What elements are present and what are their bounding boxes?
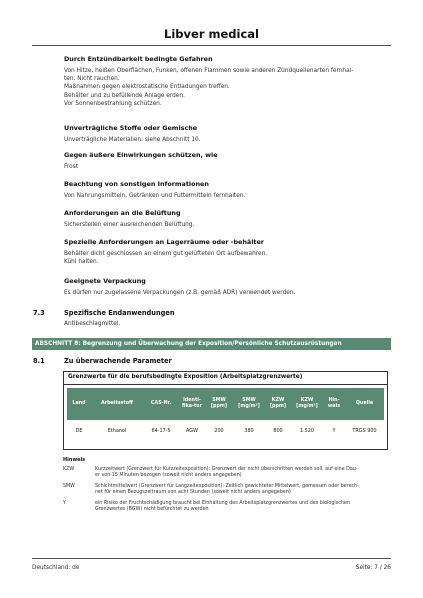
cell-kzw-ppm: 800	[273, 428, 283, 434]
block-line: Es dürfen nur zugelassene Verpackungen (z.B. gemäß ADR) verwendet werden.	[64, 290, 296, 296]
column-header-note: Hin-weis	[327, 398, 341, 409]
block-line: Behälter dicht geschlossen an einem gut gelüfteten Ort aufbewahren.	[64, 251, 268, 257]
footer-divider	[32, 558, 391, 559]
footer-country: Deutschland: de	[32, 565, 80, 571]
section-7-3-text: Antibeschlagmittel.	[64, 321, 121, 327]
table-title-divider	[64, 384, 387, 385]
note-text-smw	[95, 484, 390, 497]
column-header-smw-mg: SMW [mg/m³]	[238, 398, 260, 409]
note-abbr-kzw: KZW	[63, 467, 75, 472]
note-line: er von 15 Minuten bezogen (soweit nicht anders angegeben)	[95, 473, 242, 479]
cell-note: Y	[332, 428, 336, 434]
cell-kzw-mg: 1.520	[299, 428, 314, 434]
block-heading: Unverträgliche Stoffe oder Gemische	[64, 124, 198, 132]
footer-page-number: Seite: 7 / 26	[355, 565, 391, 571]
section-7-3-title: Spezifische Endanwendungen	[64, 309, 175, 317]
other-information-block	[64, 180, 394, 200]
cell-land: DE	[75, 428, 83, 434]
note-line: Kurzzeitwert (Grenzwert für Kurzzeitexposition): Grenzwert der nicht überschritten werden soll, auf eine Dau-	[95, 467, 358, 472]
table-title: Grenzwerte für die berufsbedingte Exposition (Arbeitsplatzgrenzwerte)	[68, 374, 303, 380]
column-header-kzw-ppm: KZW [ppm]	[269, 398, 287, 409]
cell-source: TRGS 900	[352, 428, 377, 434]
block-line: Frost	[64, 164, 79, 170]
cell-substance: Ethanol	[107, 428, 127, 434]
block-heading: Gegen äußere Einwirkungen schützen, wie	[64, 151, 218, 159]
column-header-source: Quelle	[355, 401, 374, 407]
section-8-1-title: Zu überwachende Parameter	[64, 357, 172, 365]
block-heading: Beachtung von sonstigen Informationen	[64, 180, 209, 188]
column-header-substance: Arbeitsstoff	[101, 401, 133, 407]
block-line: Behälter und zu befüllende Anlage erden.	[64, 92, 185, 99]
block-line: Von Nahrungsmitteln, Getränken und Futtermitteln fernhalten.	[64, 193, 246, 199]
cell-cas: 64-17-5	[151, 428, 171, 434]
block-line: Maßnahmen gegen elektrostatische Entladungen treffen.	[64, 84, 230, 91]
column-header-land: Land	[72, 401, 86, 407]
block-line: Kühl halten.	[64, 259, 99, 266]
page-title: Libver medical	[164, 27, 259, 41]
note-text-kzw	[95, 467, 390, 480]
exposure-limits-table	[63, 371, 388, 450]
notes-heading: Hinweis	[63, 457, 86, 463]
cell-identifier: AGW	[186, 428, 198, 434]
storage-requirements-block	[64, 238, 394, 266]
note-abbr-smw: SMW	[63, 484, 75, 489]
note-line: net für einen Bezugszeitraum von acht Stunden (soweit nicht anders angegeben)	[95, 490, 291, 496]
block-heading: Geeignete Verpackung	[64, 277, 146, 285]
section-8-banner: ABSCHNITT 8: Begrenzung und Überwachung der Exposition/Persönliche Schutzausrüstungen	[32, 338, 391, 350]
external-influences-block	[64, 151, 394, 171]
block-line: Vor Sonnenbestrahlung schützen.	[64, 100, 162, 107]
section-7-3-number: 7.3	[33, 309, 45, 317]
table-header-row	[67, 388, 384, 420]
header-divider	[32, 45, 391, 46]
note-line: Grenzwertes (BGW) nicht befürchtet zu werden	[95, 507, 209, 513]
block-line: Sicherstellen einer ausreichenden Belüftung.	[64, 222, 195, 228]
note-line: ein Risiko der Fruchtschädigung braucht bei Einhaltung des Arbeitsplatzgrenzwertes und des biologischen	[95, 501, 350, 506]
hazard-flammability-block	[64, 55, 394, 108]
note-text-y	[95, 501, 390, 514]
column-header-cas: CAS-Nr.	[150, 401, 172, 407]
block-heading: Anforderungen an die Belüftung	[64, 209, 181, 217]
column-header-kzw-mg: KZW [mg/m³]	[296, 398, 318, 409]
note-abbr-y: Y	[63, 501, 66, 506]
packaging-block	[64, 277, 394, 297]
note-line: Schichtmittelwert (Grenzwert für Langzeitexposition): Zeitlich gewichteter Mittelwert, gemessen oder berech-	[95, 484, 359, 489]
column-header-smw-ppm: SMW [ppm]	[210, 398, 228, 409]
block-heading: Durch Entzündbarkeit bedingte Gefahren	[64, 55, 213, 63]
block-line: Unverträgliche Materialien: siehe Abschnitt 10.	[64, 137, 201, 143]
column-header-identifier: Identi-fika-tor	[182, 398, 202, 409]
cell-smw-mg: 380	[244, 428, 254, 434]
block-line: ten. Nicht rauchen.	[64, 76, 120, 83]
ventilation-block	[64, 209, 394, 229]
block-line: Von Hitze, heißen Oberflächen, Funken, offenen Flammen sowie anderen Zündquellenarten fernhal-	[64, 68, 354, 74]
section-8-1-number: 8.1	[33, 357, 45, 365]
cell-smw-ppm: 200	[214, 428, 224, 434]
incompatible-materials-block	[64, 124, 394, 144]
block-heading: Spezielle Anforderungen an Lagerräume oder -behälter	[64, 238, 264, 246]
